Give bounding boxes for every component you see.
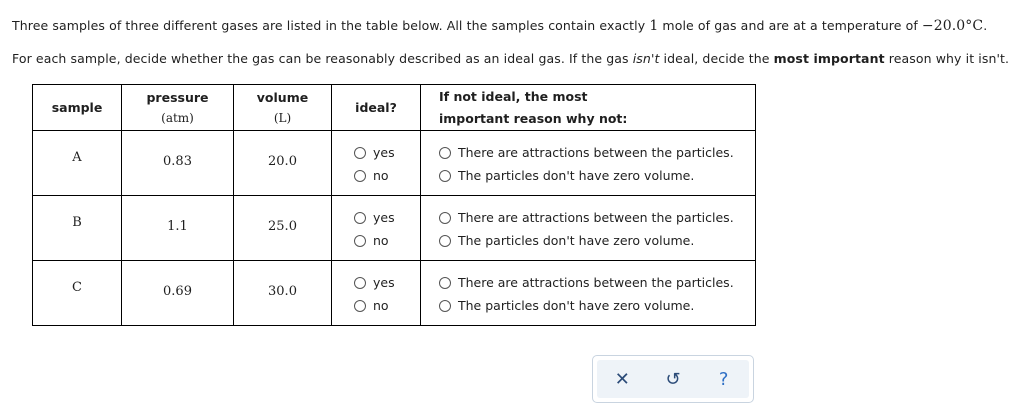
intro-period: . bbox=[983, 18, 988, 33]
sample-label: C bbox=[72, 280, 82, 295]
instruction-text: For each sample, decide whether the gas can be reasonably described as an ideal gas. If the gas bbox=[12, 51, 633, 66]
header-reason-line1: If not ideal, the most bbox=[439, 88, 588, 104]
volume-cell bbox=[234, 131, 332, 196]
volume-value: 20.0 bbox=[268, 154, 297, 169]
undo-icon[interactable]: ↺ bbox=[665, 368, 681, 390]
table-row-c bbox=[33, 261, 756, 326]
option-label: yes bbox=[373, 275, 395, 290]
header-volume bbox=[234, 85, 332, 131]
sample-label: B bbox=[72, 215, 82, 230]
header-sample bbox=[33, 85, 122, 131]
intro-text: Three samples of three different gases are listed in the table below. All the samples contain exactly bbox=[12, 18, 650, 33]
radio-button[interactable] bbox=[439, 300, 451, 312]
pressure-value: 0.83 bbox=[163, 154, 192, 169]
pressure-value: 0.69 bbox=[163, 284, 192, 299]
header-sample-label: sample bbox=[51, 100, 103, 115]
option-label: The particles don't have zero volume. bbox=[458, 298, 695, 313]
sample-cell bbox=[33, 131, 122, 196]
reason-attractions-option[interactable] bbox=[439, 271, 755, 294]
gas-samples-table bbox=[32, 84, 756, 326]
header-reason-line2: important reason why not: bbox=[439, 110, 628, 126]
ideal-cell bbox=[332, 131, 421, 196]
header-pressure bbox=[122, 85, 234, 131]
intro-line-1 bbox=[12, 18, 987, 34]
header-volume-label: volume bbox=[256, 90, 309, 105]
radio-button[interactable] bbox=[354, 170, 366, 182]
radio-button[interactable] bbox=[439, 212, 451, 224]
header-ideal bbox=[332, 85, 421, 131]
reason-cell bbox=[421, 196, 756, 261]
header-pressure-unit: (atm) bbox=[161, 111, 194, 125]
instruction-bold: most important bbox=[773, 51, 885, 66]
pressure-value: 1.1 bbox=[167, 219, 188, 234]
option-label: There are attractions between the particles. bbox=[458, 210, 734, 225]
option-label: The particles don't have zero volume. bbox=[458, 233, 695, 248]
volume-cell bbox=[234, 261, 332, 326]
header-ideal-label: ideal? bbox=[355, 100, 397, 115]
sample-label: A bbox=[72, 150, 82, 165]
volume-value: 25.0 bbox=[268, 219, 297, 234]
radio-button[interactable] bbox=[354, 147, 366, 159]
option-label: no bbox=[373, 298, 389, 313]
ideal-no-option[interactable] bbox=[354, 229, 420, 252]
answer-toolbar bbox=[592, 355, 754, 403]
sample-cell bbox=[33, 196, 122, 261]
table-row-b bbox=[33, 196, 756, 261]
reason-attractions-option[interactable] bbox=[439, 206, 755, 229]
header-pressure-label: pressure bbox=[146, 90, 209, 105]
help-icon[interactable]: ? bbox=[718, 368, 729, 390]
header-reason bbox=[421, 85, 756, 131]
pressure-cell bbox=[122, 131, 234, 196]
option-label: no bbox=[373, 168, 389, 183]
pressure-cell bbox=[122, 196, 234, 261]
ideal-yes-option[interactable] bbox=[354, 206, 420, 229]
option-label: There are attractions between the particles. bbox=[458, 275, 734, 290]
option-label: The particles don't have zero volume. bbox=[458, 168, 695, 183]
ideal-yes-option[interactable] bbox=[354, 141, 420, 164]
radio-button[interactable] bbox=[439, 147, 451, 159]
intro-text-mid: mole of gas and are at a temperature of bbox=[658, 18, 922, 33]
reason-attractions-option[interactable] bbox=[439, 141, 755, 164]
table-row-a bbox=[33, 131, 756, 196]
radio-button[interactable] bbox=[354, 235, 366, 247]
pressure-cell bbox=[122, 261, 234, 326]
ideal-yes-option[interactable] bbox=[354, 271, 420, 294]
instruction-text-mid: ideal, decide the bbox=[659, 51, 774, 66]
instruction-end: reason why it isn't. bbox=[884, 51, 1010, 66]
radio-button[interactable] bbox=[354, 277, 366, 289]
option-label: There are attractions between the particles. bbox=[458, 145, 734, 160]
ideal-cell bbox=[332, 196, 421, 261]
reason-volume-option[interactable] bbox=[439, 164, 755, 187]
option-label: no bbox=[373, 233, 389, 248]
sample-cell bbox=[33, 261, 122, 326]
reason-cell bbox=[421, 261, 756, 326]
radio-button[interactable] bbox=[439, 170, 451, 182]
header-volume-unit: (L) bbox=[273, 111, 292, 125]
reason-volume-option[interactable] bbox=[439, 229, 755, 252]
radio-button[interactable] bbox=[439, 277, 451, 289]
mole-number: 1 bbox=[649, 18, 659, 34]
volume-cell bbox=[234, 196, 332, 261]
answer-toolbar-inner bbox=[597, 360, 749, 398]
reason-cell bbox=[421, 131, 756, 196]
ideal-no-option[interactable] bbox=[354, 164, 420, 187]
volume-value: 30.0 bbox=[268, 284, 297, 299]
instruction-italic: isn't bbox=[632, 51, 660, 66]
radio-button[interactable] bbox=[354, 212, 366, 224]
table-header-row bbox=[33, 85, 756, 131]
temperature-value: −20.0°C bbox=[921, 18, 984, 34]
intro-line-2 bbox=[12, 51, 1009, 66]
ideal-cell bbox=[332, 261, 421, 326]
option-label: yes bbox=[373, 210, 395, 225]
reason-volume-option[interactable] bbox=[439, 294, 755, 317]
ideal-no-option[interactable] bbox=[354, 294, 420, 317]
radio-button[interactable] bbox=[354, 300, 366, 312]
radio-button[interactable] bbox=[439, 235, 451, 247]
clear-icon[interactable]: ✕ bbox=[614, 368, 630, 390]
option-label: yes bbox=[373, 145, 395, 160]
